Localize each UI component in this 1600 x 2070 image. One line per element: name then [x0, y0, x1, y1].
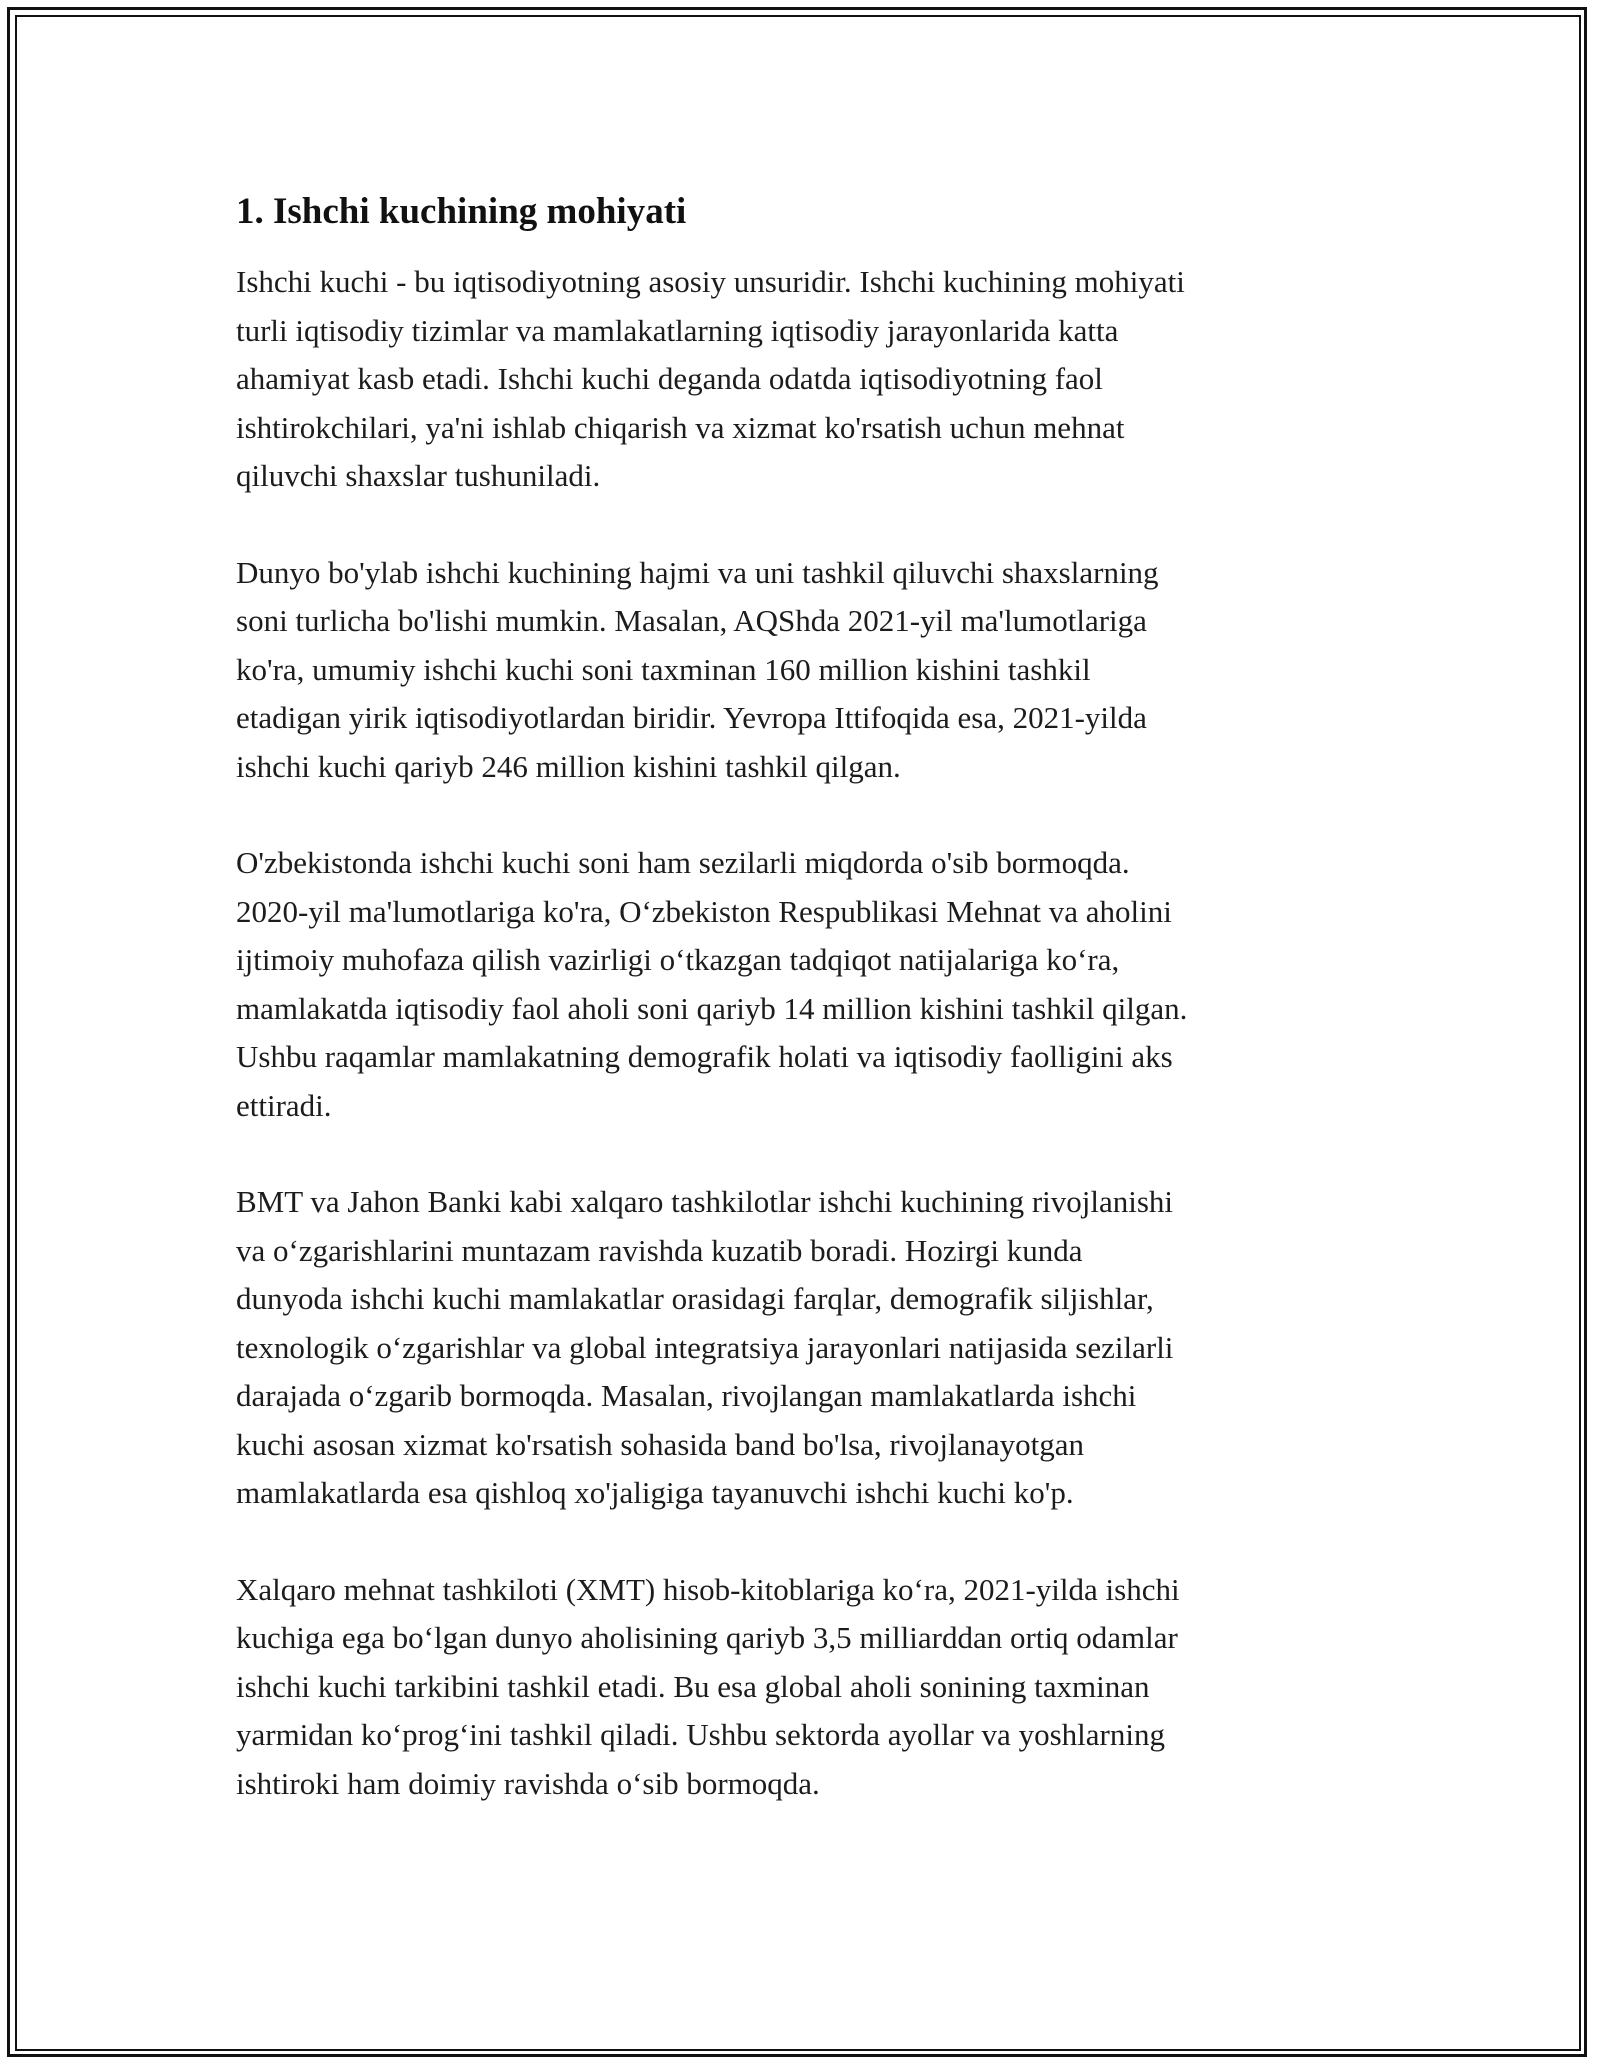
- paragraph-line: dunyoda ishchi kuchi mamlakatlar orasidagi farqlar, demografik siljishlar,: [236, 1281, 1154, 1316]
- paragraph-line: BMT va Jahon Banki kabi xalqaro tashkilotlar ishchi kuchining rivojlanishi: [236, 1184, 1174, 1219]
- paragraph-3: [236, 839, 1376, 1130]
- paragraph-line: kuchi asosan xizmat ko'rsatish sohasida band bo'lsa, rivojlanayotgan: [236, 1426, 1084, 1462]
- paragraph-line: turli iqtisodiy tizimlar va mamlakatlarning iqtisodiy jarayonlarida katta: [236, 312, 1119, 348]
- paragraph-1: [236, 258, 1376, 501]
- paragraph-line: O'zbekistonda ishchi kuchi soni ham sezilarli miqdorda o'sib bormoqda.: [236, 845, 1130, 880]
- paragraph-4: [236, 1178, 1376, 1518]
- paragraph-line: mamlakatlarda esa qishloq xo'jaligiga tayanuvchi ishchi kuchi ko'p.: [236, 1475, 1074, 1510]
- paragraph-line: ko'ra, umumiy ishchi kuchi soni taxminan 160 million kishini tashkil: [236, 651, 1091, 687]
- paragraph-line: mamlakatda iqtisodiy faol aholi soni qariyb 14 million kishini tashkil qilgan.: [236, 990, 1188, 1026]
- paragraph-line: ishtirokchilari, ya'ni ishlab chiqarish va xizmat ko'rsatish uchun mehnat: [236, 409, 1125, 445]
- paragraph-line: Ishchi kuchi - bu iqtisodiyotning asosiy unsuridir. Ishchi kuchining mohiyati: [236, 264, 1185, 299]
- paragraph-line: ettiradi.: [236, 1087, 332, 1123]
- paragraph-line: qiluvchi shaxslar tushuniladi.: [236, 458, 601, 493]
- paragraph-line: ijtimoiy muhofaza qilish vazirligi o‘tkazgan tadqiqot natijalariga ko‘ra,: [236, 942, 1120, 977]
- paragraph-2: [236, 549, 1376, 792]
- paragraph-line: yarmidan ko‘prog‘ini tashkil qiladi. Ushbu sektorda ayollar va yoshlarning: [236, 1717, 1165, 1752]
- paragraph-line: ishchi kuchi tarkibini tashkil etadi. Bu esa global aholi sonining taxminan: [236, 1668, 1150, 1704]
- paragraph-line: texnologik o‘zgarishlar va global integratsiya jarayonlari natijasida sezilarli: [236, 1329, 1174, 1365]
- section-heading: 1. Ishchi kuchining mohiyati: [236, 191, 687, 232]
- paragraph-line: ishtiroki ham doimiy ravishda o‘sib bormoqda.: [236, 1765, 820, 1801]
- paragraph-line: Xalqaro mehnat tashkiloti (XMT) hisob-kitoblariga ko‘ra, 2021-yilda ishchi: [236, 1571, 1180, 1607]
- paragraph-line: soni turlicha bo'lishi mumkin. Masalan, AQShda 2021-yil ma'lumotlariga: [236, 603, 1147, 638]
- paragraph-line: etadigan yirik iqtisodiyotlardan biridir. Yevropa Ittifoqida esa, 2021-yilda: [236, 700, 1147, 735]
- paragraph-line: Dunyo bo'ylab ishchi kuchining hajmi va uni tashkil qiluvchi shaxslarning: [236, 554, 1159, 590]
- document-body: [236, 188, 1376, 1856]
- paragraph-5: [236, 1566, 1376, 1809]
- paragraph-line: darajada o‘zgarib bormoqda. Masalan, rivojlangan mamlakatlarda ishchi: [236, 1378, 1137, 1413]
- paragraph-line: ahamiyat kasb etadi. Ishchi kuchi deganda odatda iqtisodiyotning faol: [236, 361, 1103, 396]
- paragraph-line: 2020-yil ma'lumotlariga ko'ra, O‘zbekiston Respublikasi Mehnat va aholini: [236, 893, 1172, 929]
- paragraph-line: Ushbu raqamlar mamlakatning demografik holati va iqtisodiy faolligini aks: [236, 1039, 1173, 1074]
- paragraph-line: va o‘zgarishlarini muntazam ravishda kuzatib boradi. Hozirgi kunda: [236, 1232, 1083, 1268]
- paragraph-line: kuchiga ega bo‘lgan dunyo aholisining qariyb 3,5 milliarddan ortiq odamlar: [236, 1620, 1178, 1655]
- paragraph-line: ishchi kuchi qariyb 246 million kishini tashkil qilgan.: [236, 748, 901, 784]
